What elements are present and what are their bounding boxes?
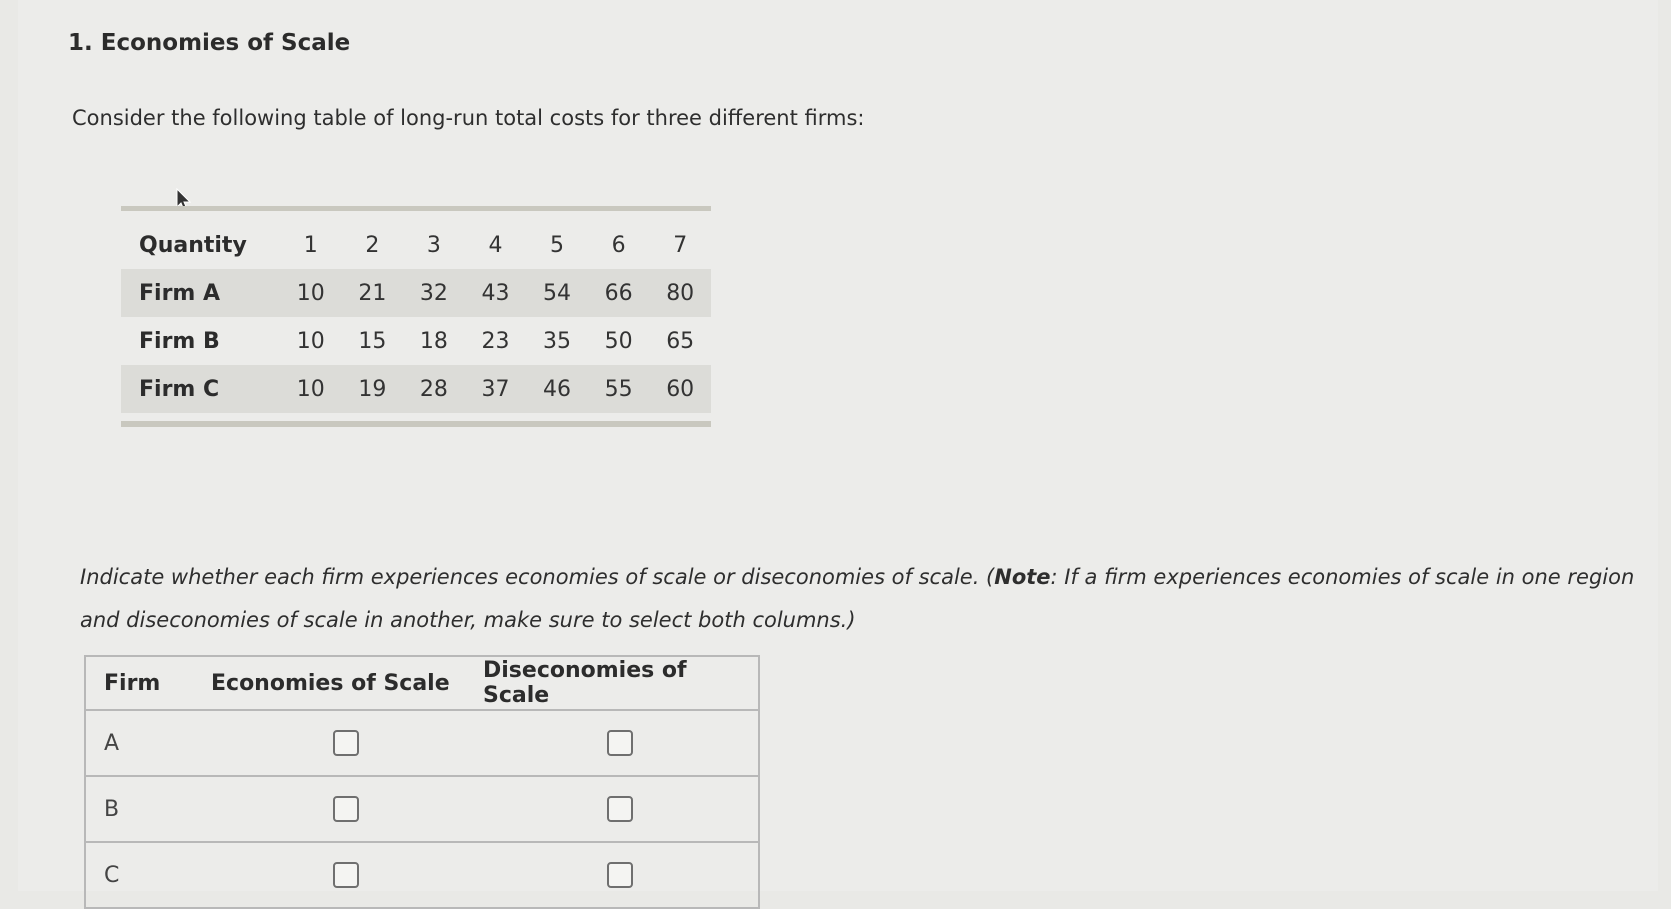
answer-row-b [85,776,759,842]
diseconomies-checkbox-b[interactable] [607,796,633,822]
economies-cell [210,776,482,842]
instructions-part1: Indicate whether each firm experiences economies of scale or diseconomies of scale. ( [80,565,995,589]
economies-checkbox-a[interactable] [333,730,359,756]
cost-cell: 46 [526,365,588,413]
diseconomies-checkbox-a[interactable] [607,730,633,756]
answer-firm-label: C [85,842,210,908]
firm-label: Firm C [121,365,280,413]
cost-table-container [121,206,711,427]
cost-cell: 19 [342,365,404,413]
firm-label: Firm B [139,328,220,354]
question-title: 1. Economies of Scale [68,30,351,56]
quantity-cell: 1 [303,232,318,258]
cost-cell: 60 [649,365,711,413]
long-run-cost-table [121,221,711,413]
economies-cell [210,710,482,776]
table-bottom-rule [121,421,711,427]
question-page [18,0,1658,891]
cost-cell: 10 [280,365,342,413]
quantity-cell: 2 [365,232,380,258]
economies-cell [210,842,482,908]
cost-cell: 21 [342,269,404,317]
economies-checkbox-c[interactable] [333,862,359,888]
note-label: Note [994,565,1051,589]
cost-cell: 65 [666,328,695,354]
quantity-cell: 6 [611,232,626,258]
quantity-cell: 7 [673,232,688,258]
cost-cell: 54 [526,269,588,317]
firm-a-row [121,269,711,317]
diseconomies-column-header: Diseconomies of Scale [482,656,759,710]
economies-checkbox-b[interactable] [333,796,359,822]
cost-cell: 18 [419,328,448,354]
quantity-row [121,221,711,269]
economies-column-header: Economies of Scale [210,656,482,710]
cost-cell: 37 [465,365,527,413]
cost-cell: 23 [481,328,510,354]
firm-column-header: Firm [85,656,210,710]
firm-label: Firm A [121,269,280,317]
cost-cell: 35 [543,328,572,354]
answer-row-c [85,842,759,908]
cost-cell: 15 [358,328,387,354]
answer-header-row [85,656,759,710]
cost-cell: 10 [280,269,342,317]
answer-firm-label: A [85,710,210,776]
cost-cell: 28 [403,365,465,413]
instructions-part2: : If a firm experiences economies of scale in one region and diseconomies of scale in another, make sure to select both columns.) [80,565,1635,632]
diseconomies-cell [482,776,759,842]
question-intro: Consider the following table of long-run total costs for three different firms: [72,106,865,130]
answer-firm-label: B [85,776,210,842]
cost-cell: 10 [296,328,325,354]
firm-b-row [121,317,711,365]
diseconomies-cell [482,710,759,776]
cost-cell: 80 [649,269,711,317]
cost-cell: 55 [588,365,650,413]
cost-cell: 32 [403,269,465,317]
quantity-cell: 4 [488,232,503,258]
instructions-text [80,556,1670,642]
diseconomies-cell [482,842,759,908]
cost-cell: 66 [588,269,650,317]
firm-c-row [121,365,711,413]
quantity-cell: 3 [426,232,441,258]
cost-cell: 43 [465,269,527,317]
diseconomies-checkbox-c[interactable] [607,862,633,888]
cost-cell: 50 [604,328,633,354]
answer-row-a [85,710,759,776]
answer-table [84,655,760,909]
quantity-cell: 5 [550,232,565,258]
quantity-label: Quantity [139,232,247,258]
table-top-rule [121,206,711,211]
